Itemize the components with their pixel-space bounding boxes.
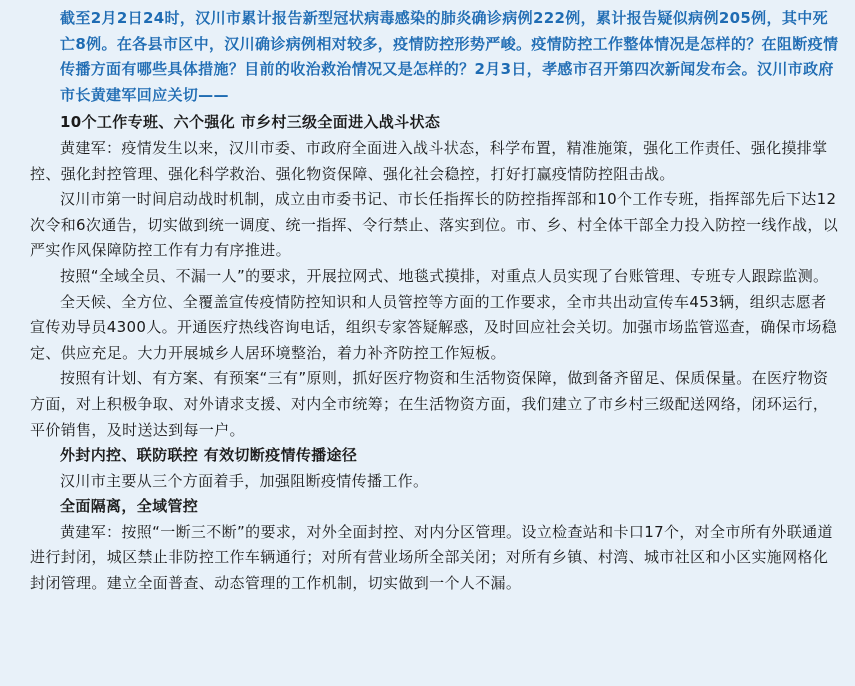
body-paragraph: 按照“全域全员、不漏一人”的要求，开展拉网式、地毯式摸排，对重点人员实现了台账管理、专班专人跟踪监测。 xyxy=(60,266,829,285)
body-paragraph: 汉川市主要从三个方面着手，加强阻断疫情传播工作。 xyxy=(60,471,429,490)
body-paragraph: 黄建军：按照“一断三不断”的要求，对外全面封控、对内分区管理。设立检查站和卡口17个，对全市所有外联通道进行封闭，城区禁止非防控工作车辆通行；对所有营业场所全部关闭；对所有乡镇、村湾、城市社区和小区实施网格化封闭管理。建立全面普查、动态管理的工作机制，切实做到一个人不漏。 xyxy=(30,522,833,593)
lead-paragraph: 截至2月2日24时，汉川市累计报告新型冠状病毒感染的肺炎确诊病例222例，累计报告疑似病例205例，其中死亡8例。在各县市区中，汉川确诊病例相对较多，疫情防控形势严峻。疫情防控工作整体情况是怎样的？在阻断疫情传播方面有哪些具体措施？目前的收治救治情况又是怎样的？2月3日，孝感市召开第四次新闻发布会。汉川市政府市长黄建军回应关切—— xyxy=(60,9,839,104)
section-heading: 全面隔离，全域管控 xyxy=(60,497,199,516)
body-paragraph: 按照有计划、有方案、有预案“三有”原则，抓好医疗物资和生活物资保障，做到备齐留足、保质保量。在医疗物资方面，对上积极争取、对外请求支援、对内全市统筹；在生活物资方面，我们建立了市乡村三级配送网络，闭环运行，平价销售，及时送达到每一户。 xyxy=(30,369,829,439)
section-transmission-control xyxy=(30,443,841,494)
section-isolation xyxy=(30,494,841,596)
section-work-teams xyxy=(30,110,841,443)
section-heading: 外封内控、联防联控 有效切断疫情传播途径 xyxy=(60,446,358,465)
body-paragraph: 汉川市第一时间启动战时机制，成立由市委书记、市长任指挥长的防控指挥部和10个工作专班，指挥部先后下达12次令和6次通告，切实做到统一调度、统一指挥、令行禁止、落实到位。市、乡、村全体干部全力投入防控一线作战，以严实作风保障防控工作有力有序推进。 xyxy=(30,190,839,260)
body-paragraph: 黄建军：疫情发生以来，汉川市委、市政府全面进入战斗状态，科学布置，精准施策，强化工作责任、强化摸排掌控、强化封控管理、强化科学救治、强化物资保障、强化社会稳控，打好打赢疫情防控阻击战。 xyxy=(30,138,828,183)
section-heading: 10个工作专班、六个强化 市乡村三级全面进入战斗状态 xyxy=(60,113,441,132)
body-paragraph: 全天候、全方位、全覆盖宣传疫情防控知识和人员管控等方面的工作要求，全市共出动宣传车453辆，组织志愿者宣传劝导员4300人。开通医疗热线咨询电话，组织专家答疑解惑，及时回应社会关切。加强市场监管巡查，确保市场稳定、供应充足。大力开展城乡人居环境整治，着力补齐防控工作短板。 xyxy=(30,292,838,362)
